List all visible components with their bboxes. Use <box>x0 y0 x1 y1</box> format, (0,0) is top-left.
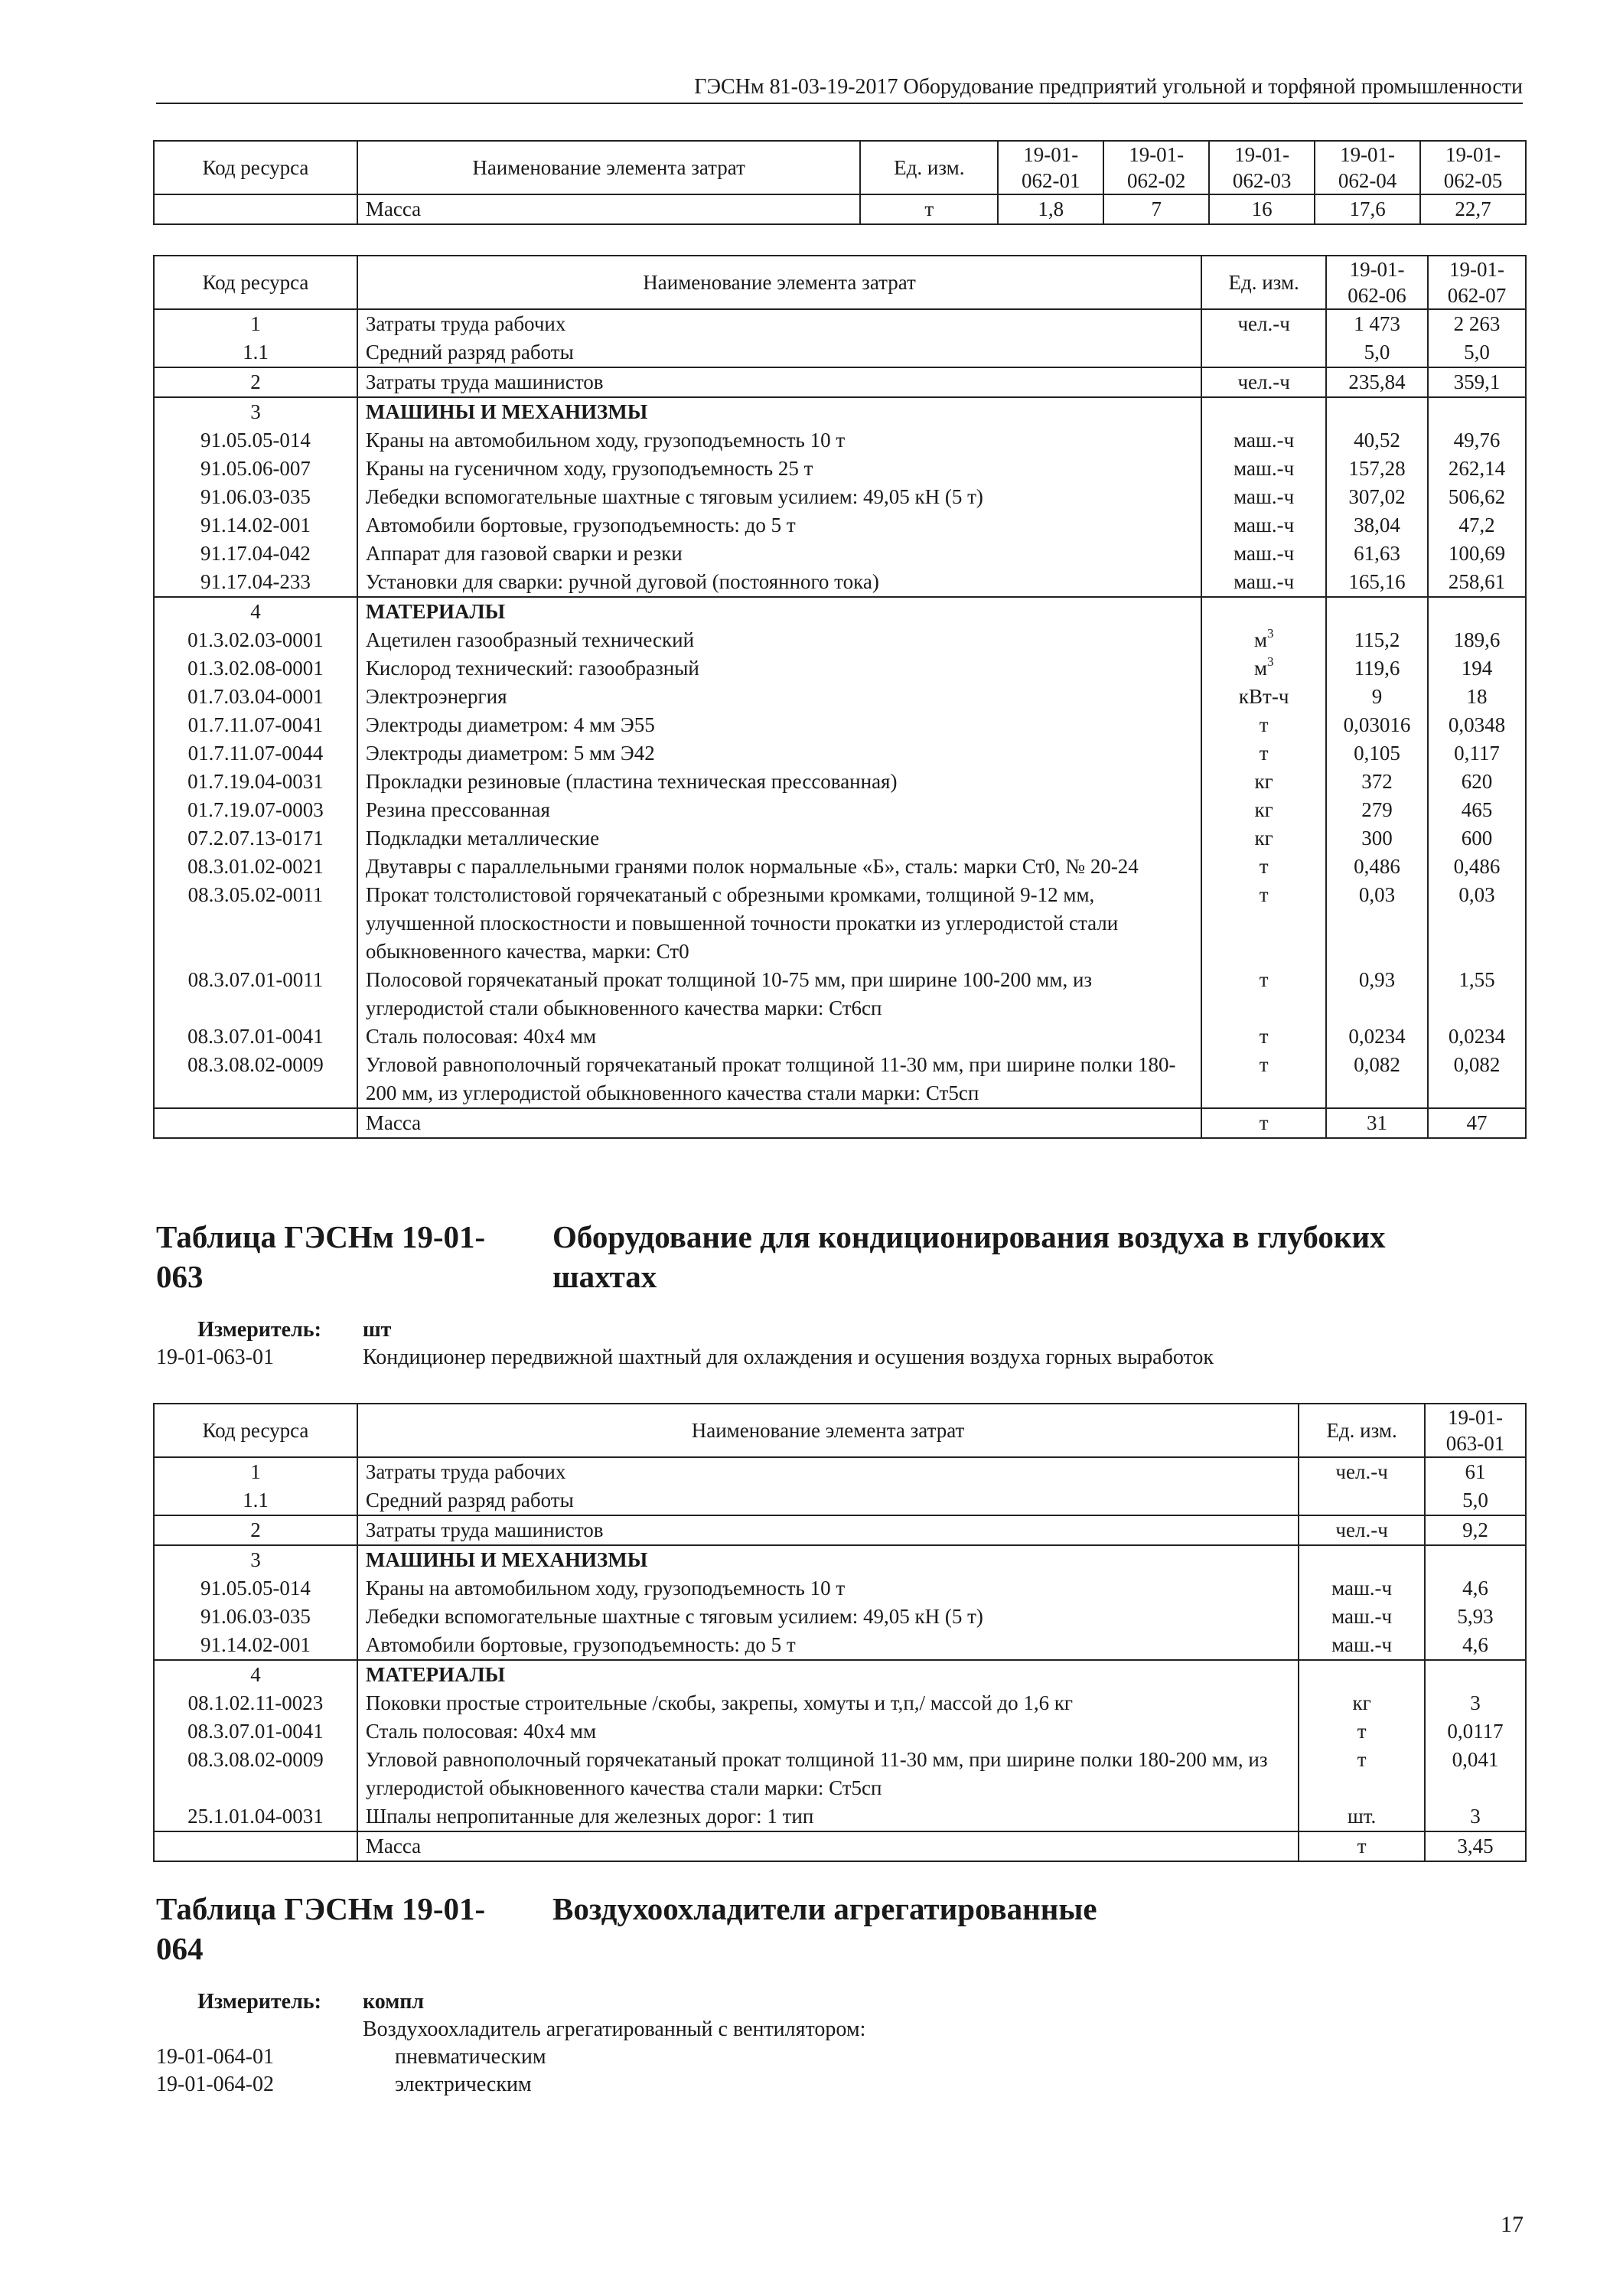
table-header-row <box>154 256 1526 309</box>
resource-unit: т <box>1299 1746 1425 1802</box>
resource-value: 5,93 <box>1425 1603 1526 1631</box>
resource-unit: т <box>1201 1051 1326 1108</box>
resource-name: Автомобили бортовые, грузоподъемность: до 5 т <box>357 1631 1299 1660</box>
resource-value: 0,486 <box>1326 853 1428 881</box>
resource-code: 08.3.08.02-0009 <box>154 1051 357 1108</box>
header-code: Код ресурса <box>154 256 357 309</box>
resource-value: 0,03016 <box>1326 711 1428 739</box>
resource-value: 600 <box>1428 824 1526 853</box>
item-code: 19-01-064-02 <box>156 2073 274 2096</box>
resource-name: Угловой равнополочный горячекатаный прокат толщиной 11-30 мм, при ширине полки 180-200 мм, из углеродистой обыкновенного качества стали марки: Ст5сп <box>357 1746 1299 1802</box>
header-unit: Ед. изм. <box>1201 256 1326 309</box>
resource-name: Средний разряд работы <box>357 338 1201 367</box>
resource-code: 4 <box>154 597 357 626</box>
resource-name: Краны на автомобильном ходу, грузоподъемность 10 т <box>357 1574 1299 1603</box>
mass-row <box>154 194 1526 224</box>
resource-code: 91.17.04-042 <box>154 540 357 568</box>
meter-label: Измеритель: <box>197 1990 321 2014</box>
resource-unit <box>1201 397 1326 426</box>
resource-value: 0,03 <box>1428 881 1526 966</box>
resource-code: 01.7.11.07-0041 <box>154 711 357 739</box>
resource-code: 1 <box>154 1457 357 1486</box>
table-row <box>154 1802 1526 1831</box>
resource-value <box>1428 397 1526 426</box>
meter-064 <box>156 1988 1457 2099</box>
header-name: Наименование элемента затрат <box>357 1404 1299 1457</box>
mass-unit: т <box>1201 1108 1326 1138</box>
resource-value: 1,55 <box>1428 966 1526 1022</box>
table-row <box>154 426 1526 455</box>
resource-unit: т <box>1201 853 1326 881</box>
mass-unit: т <box>860 194 998 224</box>
resource-code: 91.14.02-001 <box>154 511 357 540</box>
resource-unit: шт. <box>1299 1802 1425 1831</box>
resource-value: 279 <box>1326 796 1428 824</box>
resource-name: Затраты труда машинистов <box>357 1515 1299 1545</box>
mass-value: 7 <box>1103 194 1209 224</box>
table-subtitle-064: Воздухоохладители агрегатированные <box>552 1891 1097 1926</box>
resource-name: Кислород технический: газообразный <box>357 654 1201 683</box>
resource-code: 25.1.01.04-0031 <box>154 1802 357 1831</box>
table-row <box>154 483 1526 511</box>
table-row <box>154 966 1526 1022</box>
resource-value: 49,76 <box>1428 426 1526 455</box>
table-row <box>154 1486 1526 1515</box>
mass-value: 1,8 <box>998 194 1103 224</box>
resource-code: 91.06.03-035 <box>154 483 357 511</box>
table-row <box>154 1603 1526 1631</box>
resource-unit: маш.-ч <box>1201 426 1326 455</box>
resource-value: 0,041 <box>1425 1746 1526 1802</box>
resource-value <box>1425 1660 1526 1689</box>
resource-value: 0,93 <box>1326 966 1428 1022</box>
meter-unit: шт <box>363 1318 392 1342</box>
resource-code: 01.7.11.07-0044 <box>154 739 357 768</box>
section-row <box>154 597 1526 626</box>
resource-value: 61,63 <box>1326 540 1428 568</box>
mass-value: 3,45 <box>1425 1831 1526 1861</box>
resource-code: 91.14.02-001 <box>154 1631 357 1660</box>
running-header: ГЭСНм 81-03-19-2017 Оборудование предприятий угольной и торфяной промышленности <box>156 75 1523 104</box>
resource-value: 262,14 <box>1428 455 1526 483</box>
item-text: электрическим <box>395 2073 532 2096</box>
resource-code: 08.3.07.01-0041 <box>154 1022 357 1051</box>
table-row <box>154 455 1526 483</box>
resource-unit: т <box>1201 1022 1326 1051</box>
resource-name: Электроды диаметром: 4 мм Э55 <box>357 711 1201 739</box>
resource-code: 3 <box>154 397 357 426</box>
resource-unit: маш.-ч <box>1299 1574 1425 1603</box>
resource-value: 0,0234 <box>1326 1022 1428 1051</box>
resource-value: 157,28 <box>1326 455 1428 483</box>
meter-unit: компл <box>363 1990 425 2014</box>
table-row <box>154 1515 1526 1545</box>
section-row <box>154 1660 1526 1689</box>
resource-value: 5,0 <box>1425 1486 1526 1515</box>
table-header-row <box>154 1404 1526 1457</box>
resource-value: 40,52 <box>1326 426 1428 455</box>
resource-value: 165,16 <box>1326 568 1428 597</box>
table-subtitle-063: Оборудование для кондиционирования воздуха в глубоких шахтах <box>552 1219 1386 1294</box>
meter-063 <box>156 1316 1457 1371</box>
resource-code: 08.3.07.01-0041 <box>154 1717 357 1746</box>
resource-unit: т <box>1201 966 1326 1022</box>
resource-value: 194 <box>1428 654 1526 683</box>
resource-code: 91.06.03-035 <box>154 1603 357 1631</box>
resource-name: Электроэнергия <box>357 683 1201 711</box>
resource-unit: кг <box>1201 768 1326 796</box>
resource-code: 01.7.03.04-0001 <box>154 683 357 711</box>
resource-value: 0,117 <box>1428 739 1526 768</box>
resource-unit: маш.-ч <box>1201 568 1326 597</box>
resource-value: 372 <box>1326 768 1428 796</box>
resource-code: 08.1.02.11-0023 <box>154 1689 357 1717</box>
resource-name: МАТЕРИАЛЫ <box>357 597 1201 626</box>
resource-unit: маш.-ч <box>1299 1603 1425 1631</box>
item-text: пневматическим <box>395 2045 546 2069</box>
resource-value: 0,082 <box>1428 1051 1526 1108</box>
resource-code: 2 <box>154 367 357 397</box>
resource-value: 100,69 <box>1428 540 1526 568</box>
resource-name: Аппарат для газовой сварки и резки <box>357 540 1201 568</box>
table-row <box>154 824 1526 853</box>
resource-value: 3 <box>1425 1689 1526 1717</box>
resource-code: 91.05.05-014 <box>154 426 357 455</box>
resource-value: 359,1 <box>1428 367 1526 397</box>
resource-name: Сталь полосовая: 40х4 мм <box>357 1717 1299 1746</box>
resource-value: 4,6 <box>1425 1631 1526 1660</box>
resource-name: Ацетилен газообразный технический <box>357 626 1201 654</box>
resource-value: 300 <box>1326 824 1428 853</box>
table-row <box>154 654 1526 683</box>
resource-value: 189,6 <box>1428 626 1526 654</box>
item-code: 19-01-064-01 <box>156 2045 274 2069</box>
mass-label: Масса <box>357 1108 1201 1138</box>
resource-code: 08.3.05.02-0011 <box>154 881 357 966</box>
resource-unit: кг <box>1201 796 1326 824</box>
resource-name: Угловой равнополочный горячекатаный прокат толщиной 11-30 мм, при ширине полки 180-200 мм, из углеродистой обыкновенного качества стали марки: Ст5сп <box>357 1051 1201 1108</box>
resource-value: 0,0234 <box>1428 1022 1526 1051</box>
resource-value: 9,2 <box>1425 1515 1526 1545</box>
resource-unit: маш.-ч <box>1201 511 1326 540</box>
meter-item <box>156 1344 1457 1371</box>
item-code: 19-01-063-01 <box>156 1345 274 1369</box>
resource-name: Двутавры с параллельными гранями полок нормальные «Б», сталь: марки Ст0, № 20-24 <box>357 853 1201 881</box>
table-row <box>154 1689 1526 1717</box>
header-column-code: 19-01-062-03 <box>1209 141 1315 194</box>
resource-unit: маш.-ч <box>1201 455 1326 483</box>
resource-name: Поковки простые строительные /скобы, закрепы, хомуты и т,п,/ массой до 1,6 кг <box>357 1689 1299 1717</box>
resource-value: 0,105 <box>1326 739 1428 768</box>
resource-value: 9 <box>1326 683 1428 711</box>
resource-table-063-01 <box>153 1403 1527 1862</box>
resource-value: 119,6 <box>1326 654 1428 683</box>
resource-unit: маш.-ч <box>1299 1631 1425 1660</box>
mass-row <box>154 1831 1526 1861</box>
resource-unit: чел.-ч <box>1201 367 1326 397</box>
resource-unit: маш.-ч <box>1201 540 1326 568</box>
resource-unit: кг <box>1299 1689 1425 1717</box>
resource-unit: чел.-ч <box>1299 1457 1425 1486</box>
table-row <box>154 768 1526 796</box>
resource-name: МАШИНЫ И МЕХАНИЗМЫ <box>357 397 1201 426</box>
table-title-064: Таблица ГЭСНм 19-01-064 <box>156 1891 486 1966</box>
resource-name: Затраты труда рабочих <box>357 1457 1299 1486</box>
table-row <box>154 511 1526 540</box>
resource-value: 0,082 <box>1326 1051 1428 1108</box>
resource-name: Сталь полосовая: 40х4 мм <box>357 1022 1201 1051</box>
resource-code: 1 <box>154 309 357 338</box>
resource-name: Полосовой горячекатаный прокат толщиной 10-75 мм, при ширине 100-200 мм, из углеродистой стали обыкновенного качества марки: Ст6сп <box>357 966 1201 1022</box>
table-row <box>154 1631 1526 1660</box>
mass-code-empty <box>154 1831 357 1861</box>
resource-code: 91.17.04-233 <box>154 568 357 597</box>
table-row <box>154 540 1526 568</box>
resource-value: 235,84 <box>1326 367 1428 397</box>
header-column-code: 19-01-062-04 <box>1315 141 1420 194</box>
resource-table-062-06-07 <box>153 255 1527 1139</box>
resource-unit <box>1201 338 1326 367</box>
resource-name: Краны на автомобильном ходу, грузоподъемность 10 т <box>357 426 1201 455</box>
table-row <box>154 711 1526 739</box>
resource-name: Резина прессованная <box>357 796 1201 824</box>
resource-name: Лебедки вспомогательные шахтные с тяговым усилием: 49,05 кН (5 т) <box>357 483 1201 511</box>
mass-value: 16 <box>1209 194 1315 224</box>
resource-name: МАТЕРИАЛЫ <box>357 1660 1299 1689</box>
resource-name: Прокладки резиновые (пластина техническая прессованная) <box>357 768 1201 796</box>
header-code: Код ресурса <box>154 1404 357 1457</box>
table-row <box>154 626 1526 654</box>
meter-label: Измеритель: <box>197 1318 321 1342</box>
resource-code: 01.3.02.03-0001 <box>154 626 357 654</box>
resource-value: 0,0117 <box>1425 1717 1526 1746</box>
resource-name: Подкладки металлические <box>357 824 1201 853</box>
resource-name: Затраты труда рабочих <box>357 309 1201 338</box>
table-row <box>154 1574 1526 1603</box>
header-name: Наименование элемента затрат <box>357 256 1201 309</box>
mass-row <box>154 1108 1526 1138</box>
resource-name: Установки для сварки: ручной дуговой (постоянного тока) <box>357 568 1201 597</box>
resource-value: 307,02 <box>1326 483 1428 511</box>
resource-code: 07.2.07.13-0171 <box>154 824 357 853</box>
page-number: 17 <box>1501 2212 1524 2237</box>
table-row <box>154 338 1526 367</box>
resource-value: 4,6 <box>1425 1574 1526 1603</box>
resource-code: 01.3.02.08-0001 <box>154 654 357 683</box>
table-row <box>154 367 1526 397</box>
resource-unit: $м^3$ <box>1201 626 1326 654</box>
resource-value <box>1326 397 1428 426</box>
header-column-code: 19-01-062-07 <box>1428 256 1526 309</box>
resource-name: Краны на гусеничном ходу, грузоподъемность 25 т <box>357 455 1201 483</box>
resource-value: 2 263 <box>1428 309 1526 338</box>
mass-code-empty <box>154 194 357 224</box>
resource-name: Затраты труда машинистов <box>357 367 1201 397</box>
resource-unit: т <box>1201 711 1326 739</box>
mass-value: 22,7 <box>1420 194 1526 224</box>
resource-value: 115,2 <box>1326 626 1428 654</box>
resource-value: 3 <box>1425 1802 1526 1831</box>
resource-value: 0,03 <box>1326 881 1428 966</box>
mass-code-empty <box>154 1108 357 1138</box>
resource-unit <box>1299 1486 1425 1515</box>
table-row <box>154 1022 1526 1051</box>
item-text: Кондиционер передвижной шахтный для охлаждения и осушения воздуха горных выработок <box>363 1345 1214 1369</box>
resource-value: 258,61 <box>1428 568 1526 597</box>
resource-value: 38,04 <box>1326 511 1428 540</box>
table-row <box>154 1746 1526 1802</box>
resource-unit: чел.-ч <box>1201 309 1326 338</box>
resource-unit <box>1299 1545 1425 1574</box>
resource-value <box>1425 1545 1526 1574</box>
resource-code: 1.1 <box>154 1486 357 1515</box>
table-row <box>154 309 1526 338</box>
resource-code: 01.7.19.04-0031 <box>154 768 357 796</box>
resource-table-062-01-05 <box>153 140 1527 225</box>
header-column-code: 19-01-063-01 <box>1425 1404 1526 1457</box>
resource-unit: т <box>1201 739 1326 768</box>
header-column-code: 19-01-062-02 <box>1103 141 1209 194</box>
resource-value: 5,0 <box>1326 338 1428 367</box>
resource-code: 08.3.08.02-0009 <box>154 1746 357 1802</box>
resource-name: Шпалы непропитанные для железных дорог: 1 тип <box>357 1802 1299 1831</box>
resource-name: МАШИНЫ И МЕХАНИЗМЫ <box>357 1545 1299 1574</box>
resource-code: 3 <box>154 1545 357 1574</box>
resource-code: 1.1 <box>154 338 357 367</box>
resource-value: 0,486 <box>1428 853 1526 881</box>
meter-item <box>156 2043 1457 2071</box>
resource-unit <box>1201 597 1326 626</box>
table-row <box>154 853 1526 881</box>
header-name: Наименование элемента затрат <box>357 141 861 194</box>
table-row <box>154 1457 1526 1486</box>
resource-code: 2 <box>154 1515 357 1545</box>
resource-value: 506,62 <box>1428 483 1526 511</box>
resource-code: 08.3.01.02-0021 <box>154 853 357 881</box>
resource-value: 18 <box>1428 683 1526 711</box>
resource-code: 4 <box>154 1660 357 1689</box>
header-column-code: 19-01-062-05 <box>1420 141 1526 194</box>
section-row <box>154 1545 1526 1574</box>
resource-name: Прокат толстолистовой горячекатаный с обрезными кромками, толщиной 9-12 мм, улучшенной плоскостности и повышенной точности прокатки из углеродистой стали обыкновенного качества, марки: Ст0 <box>357 881 1201 966</box>
resource-value: 5,0 <box>1428 338 1526 367</box>
resource-value <box>1428 597 1526 626</box>
section-row <box>154 397 1526 426</box>
resource-name: Лебедки вспомогательные шахтные с тяговым усилием: 49,05 кН (5 т) <box>357 1603 1299 1631</box>
resource-value <box>1326 597 1428 626</box>
meter-intro: Воздухоохладитель агрегатированный с вентилятором: <box>363 2017 866 2041</box>
resource-value: 465 <box>1428 796 1526 824</box>
resource-value: 0,0348 <box>1428 711 1526 739</box>
table-row <box>154 568 1526 597</box>
table-title-063: Таблица ГЭСНм 19-01-063 <box>156 1219 486 1294</box>
resource-name: Электроды диаметром: 5 мм Э42 <box>357 739 1201 768</box>
header-code: Код ресурса <box>154 141 357 194</box>
resource-unit: чел.-ч <box>1299 1515 1425 1545</box>
header-column-code: 19-01-062-06 <box>1326 256 1428 309</box>
mass-unit: т <box>1299 1831 1425 1861</box>
resource-unit: $м^3$ <box>1201 654 1326 683</box>
table-header-row <box>154 141 1526 194</box>
mass-label: Масса <box>357 194 861 224</box>
table-row <box>154 739 1526 768</box>
resource-unit <box>1299 1660 1425 1689</box>
table-row <box>154 1051 1526 1108</box>
resource-code: 01.7.19.07-0003 <box>154 796 357 824</box>
resource-unit: маш.-ч <box>1201 483 1326 511</box>
resource-value: 620 <box>1428 768 1526 796</box>
table-row <box>154 796 1526 824</box>
table-row <box>154 1717 1526 1746</box>
resource-code: 08.3.07.01-0011 <box>154 966 357 1022</box>
resource-name: Средний разряд работы <box>357 1486 1299 1515</box>
resource-name: Автомобили бортовые, грузоподъемность: до 5 т <box>357 511 1201 540</box>
resource-unit: т <box>1299 1717 1425 1746</box>
mass-label: Масса <box>357 1831 1299 1861</box>
resource-code: 91.05.06-007 <box>154 455 357 483</box>
resource-code: 91.05.05-014 <box>154 1574 357 1603</box>
resource-unit: т <box>1201 881 1326 966</box>
resource-unit: кг <box>1201 824 1326 853</box>
mass-value: 17,6 <box>1315 194 1420 224</box>
resource-value: 61 <box>1425 1457 1526 1486</box>
header-unit: Ед. изм. <box>860 141 998 194</box>
mass-value: 47 <box>1428 1108 1526 1138</box>
mass-value: 31 <box>1326 1108 1428 1138</box>
header-column-code: 19-01-062-01 <box>998 141 1103 194</box>
table-row <box>154 881 1526 966</box>
header-unit: Ед. изм. <box>1299 1404 1425 1457</box>
resource-value: 1 473 <box>1326 309 1428 338</box>
resource-value: 47,2 <box>1428 511 1526 540</box>
resource-unit: кВт-ч <box>1201 683 1326 711</box>
meter-item <box>156 2071 1457 2099</box>
table-row <box>154 683 1526 711</box>
